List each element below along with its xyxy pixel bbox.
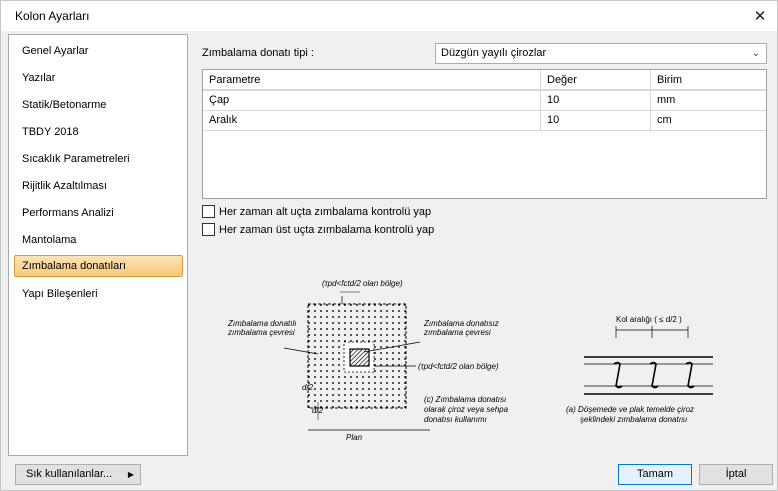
settings-panel	[190, 34, 775, 456]
diagram-plan-label: Plan	[346, 433, 363, 442]
favorites-button[interactable]	[15, 464, 141, 485]
sidebar-item-mantolama[interactable]: Mantolama	[22, 234, 77, 246]
sidebar-item-zimbalama-donatilari[interactable]: Zımbalama donatıları	[14, 255, 183, 277]
table-cell-value[interactable]: 10	[547, 114, 560, 126]
diagram-caption-a-1: (a) Döşemede ve plak temelde çiroz	[566, 405, 695, 414]
table-row[interactable]	[203, 110, 766, 130]
grid-line	[203, 130, 766, 131]
diagram-left-label-2: zımbalama çevresi	[228, 328, 295, 337]
chevron-right-icon: ▶	[127, 470, 134, 479]
window-title: Kolon Ayarları	[15, 9, 90, 23]
top-end-check-label: Her zaman üst uçta zımbalama kontrolü yap	[219, 223, 435, 236]
grid-line	[650, 70, 651, 130]
bottom-end-check-label: Her zaman alt uçta zımbalama kontrolü yap	[219, 205, 432, 218]
sidebar-item-yazilar[interactable]: Yazılar	[22, 72, 56, 84]
diagram-caption-c-2: olarak çiroz veya sehpa	[424, 405, 509, 414]
sidebar-item-yapi-bilesenleri[interactable]: Yapı Bileşenleri	[22, 288, 98, 300]
diagram-mid-label: (τpd<fctd/2 olan bölge)	[418, 362, 499, 371]
sidebar-item-tbdy-2018[interactable]: TBDY 2018	[22, 126, 79, 138]
sidebar-item-statik-betonarme[interactable]: Statik/Betonarme	[22, 99, 107, 111]
titlebar	[1, 1, 777, 31]
stirrup-mark	[650, 363, 658, 388]
table-cell-parameter: Aralık	[209, 114, 238, 126]
table-cell-unit: mm	[657, 94, 676, 106]
grid-line	[203, 90, 766, 91]
favorites-button-label: Sık kullanılanlar...	[26, 468, 113, 480]
diagram-caption-c-3: donatısı kullanımı	[424, 415, 487, 424]
sidebar-item-performans-analizi[interactable]: Performans Analizi	[22, 207, 114, 219]
diagram-right-label-1: Zımbalama donatısız	[424, 319, 499, 328]
table-row[interactable]	[203, 90, 766, 110]
stirrup-mark	[686, 363, 694, 388]
diagram-caption-a-2: şeklindeki zımbalama donatısı	[580, 415, 688, 424]
table-cell-unit: cm	[657, 114, 672, 126]
punching-type-select[interactable]	[435, 43, 767, 64]
punching-type-label: Zımbalama donatı tipi :	[202, 47, 314, 59]
diagram-right-label-2: zımbalama çevresi	[424, 328, 491, 337]
stirrup-mark	[614, 363, 622, 388]
bottom-end-check-option[interactable]	[202, 205, 431, 218]
table-cell-value[interactable]: 10	[547, 94, 560, 106]
table-header-row	[203, 70, 766, 90]
diagram-top-label: (τpd<fctd/2 olan bölge)	[322, 279, 403, 288]
grid-line	[203, 110, 766, 111]
dialog-footer	[1, 459, 777, 491]
ok-button[interactable]: Tamam	[618, 464, 692, 485]
column-header-birim: Birim	[657, 74, 683, 86]
sidebar-item-genel-ayarlar[interactable]: Genel Ayarlar	[22, 45, 89, 57]
sidebar-item-sicaklik-parametreleri[interactable]: Sıcaklık Parametreleri	[22, 153, 130, 165]
grid-line	[540, 70, 541, 130]
punching-type-value: Düzgün yayılı çirozlar	[441, 47, 547, 59]
chevron-down-icon: ⌄	[751, 48, 760, 59]
diagram-d2-b: d/2	[312, 406, 324, 415]
column-header-parametre: Parametre	[209, 74, 261, 86]
diagram-caption-c-1: (c) Zımbalama donatısı	[424, 395, 507, 404]
bottom-end-checkbox[interactable]	[202, 205, 215, 218]
cancel-button[interactable]: İptal	[699, 464, 773, 485]
sidebar-item-rijitlik-azaltilmasi[interactable]: Rijitlik Azaltılması	[22, 180, 107, 192]
table-cell-parameter: Çap	[209, 94, 230, 106]
diagram-kol-label: Kol aralığı ( ≤ d/2 )	[616, 315, 682, 324]
top-end-check-option[interactable]	[202, 223, 434, 236]
settings-sidebar	[8, 34, 188, 456]
diagram-d2-a: d/2	[302, 383, 314, 392]
column-header-deger: Değer	[547, 74, 577, 86]
punching-reinforcement-diagram	[210, 272, 750, 450]
top-end-checkbox[interactable]	[202, 223, 215, 236]
parameter-table	[202, 69, 767, 199]
diagram-left-label-1: Zımbalama donatılı	[228, 319, 297, 328]
close-icon[interactable]: ✕	[753, 8, 767, 25]
